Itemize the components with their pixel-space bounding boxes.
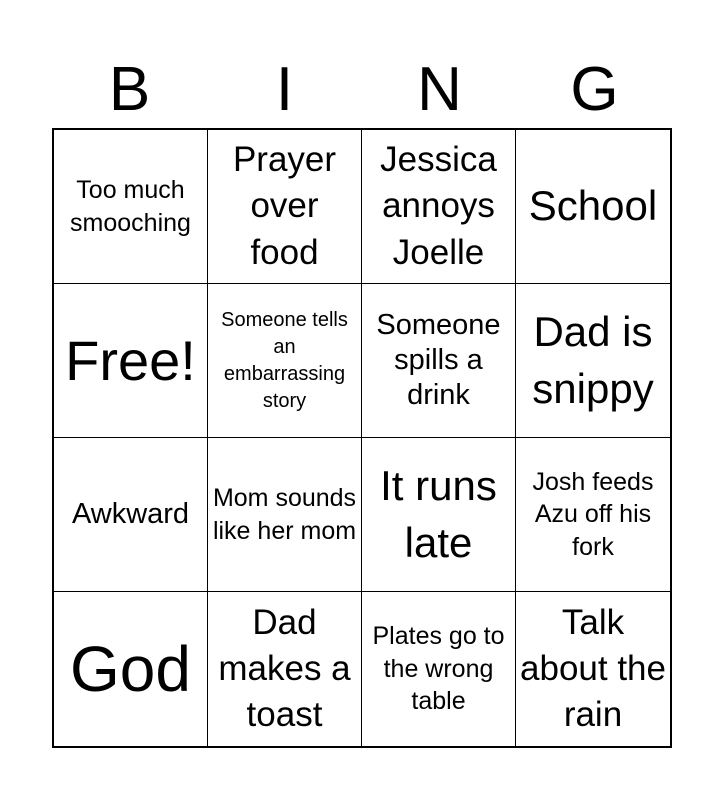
bingo-cell[interactable]: God xyxy=(54,592,208,746)
free-space-cell[interactable]: Free! xyxy=(54,284,208,438)
bingo-header xyxy=(52,52,672,128)
bingo-cell[interactable]: Someone spills a drink xyxy=(362,284,516,438)
bingo-cell[interactable]: Plates go to the wrong table xyxy=(362,592,516,746)
bingo-cell[interactable]: School xyxy=(516,130,670,284)
header-letter-g: G xyxy=(570,55,619,124)
header-letter-n: N xyxy=(417,55,462,124)
bingo-cell[interactable]: Josh feeds Azu off his fork xyxy=(516,438,670,592)
bingo-cell[interactable]: Dad makes a toast xyxy=(208,592,362,746)
bingo-cell[interactable]: It runs late xyxy=(362,438,516,592)
bingo-cell[interactable]: Awkward xyxy=(54,438,208,592)
bingo-cell[interactable]: Dad is snippy xyxy=(516,284,670,438)
header-letter-i: I xyxy=(275,55,294,124)
header-letter-b: B xyxy=(108,55,151,124)
bingo-cell[interactable]: Someone tells an embarrassing story xyxy=(208,284,362,438)
bingo-cell[interactable]: Too much smooching xyxy=(54,130,208,284)
bingo-cell[interactable]: Mom sounds like her mom xyxy=(208,438,362,592)
bingo-cell[interactable]: Jessica annoys Joelle xyxy=(362,130,516,284)
bingo-cell[interactable]: Prayer over food xyxy=(208,130,362,284)
bingo-board xyxy=(52,128,672,748)
bingo-cell[interactable]: Talk about the rain xyxy=(520,602,666,735)
